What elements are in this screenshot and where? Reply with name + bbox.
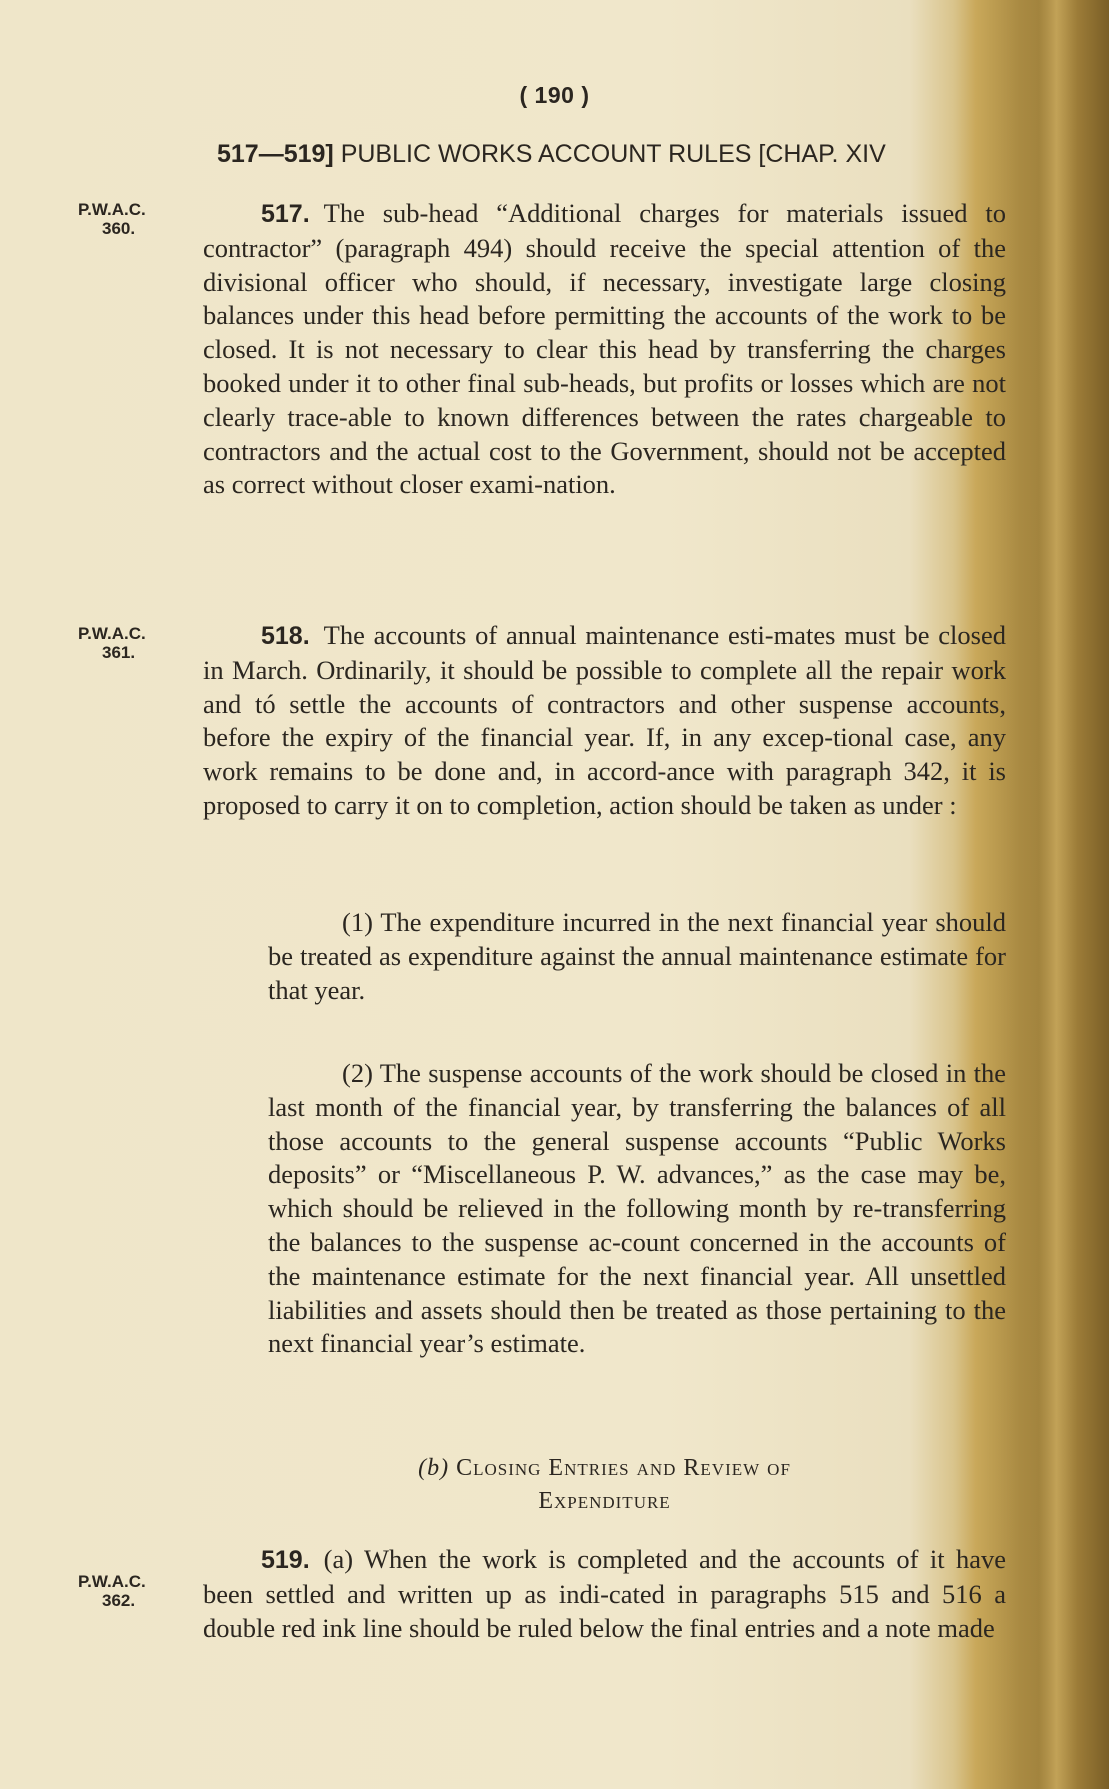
running-head-range: 517—519] [217,140,334,168]
section-heading-text: Closing Entries and Review of [456,1455,791,1481]
page-binding-edge [1039,0,1109,1789]
margin-ref-number: 360. [102,219,136,238]
margin-ref-label: P.W.A.C. [78,200,146,219]
margin-ref-number: 362. [102,1591,136,1610]
margin-ref-label: P.W.A.C. [78,624,146,643]
paragraph-number: 518. [261,622,310,650]
section-heading-line-2: Expenditure [538,1488,671,1514]
margin-reference-518 [78,624,188,662]
running-head [217,140,997,169]
page-number: ( 190 ) [519,82,590,108]
sub-item-2: (2) The suspense accounts of the work should be closed in the last month of the financial year, by transferring the balances of all those accounts to the general suspense accounts “Public Works deposits” or “Miscellaneous P. W. advances,” as the case may be, which should be relieved in the following month by re-transferring the balances to the suspense ac-count concerned in the accounts of the maintenance estimate for the next financial year. All unsettled liabilities and assets should then be treated as those pertaining to the next financial year’s estimate. [268,1058,1006,1359]
sub-item-1: (1) The expenditure incurred in the next financial year should be treated as expenditure against the annual maintenance estimate for that year. [268,907,1006,1005]
margin-reference-517 [78,200,188,238]
paragraph-517 [203,197,1006,502]
margin-reference-519 [78,1572,188,1610]
section-heading [203,1452,1006,1518]
paragraph-number: 517. [261,200,310,228]
paragraph-text: The accounts of annual maintenance esti-mates must be closed in March. Ordinarily, it should be possible to complete all the repair work and tó settle the accounts of contractors and other suspense accounts, before the expiry of the financial year. If, in any excep-tional case, any work remains to be done and, in accord-ance with paragraph 342, it is proposed to carry it on to completion, action should be taken as under : [203,620,1006,820]
margin-ref-label: P.W.A.C. [78,1572,146,1591]
paragraph-text: (a) When the work is completed and the accounts of it have been settled and written up as indi-cated in paragraphs 515 and 516 a double red ink line should be ruled below the final entries and a note made [203,1544,1006,1643]
paragraph-number: 519. [261,1546,310,1574]
paragraph-519 [203,1543,1006,1645]
paragraph-518 [203,619,1006,823]
margin-ref-number: 361. [102,643,136,662]
section-heading-line-1 [203,1452,1006,1485]
section-heading-letter: (b) [418,1455,450,1481]
running-head-title: PUBLIC WORKS ACCOUNT RULES [CHAP. XIV [340,140,886,168]
paragraph-text: The sub-head “Additional charges for materials issued to contractor” (paragraph 494) should receive the special attention of the divisional officer who should, if necessary, investigate large closing balances under this head before permitting the accounts of the work to be closed. It is not necessary to clear this head by transferring the charges booked under it to other final sub-heads, but profits or losses which are not clearly trace-able to known differences between the rates chargeable to contractors and the actual cost to the Government, should not be accepted as correct without closer exami-nation. [203,198,1006,500]
